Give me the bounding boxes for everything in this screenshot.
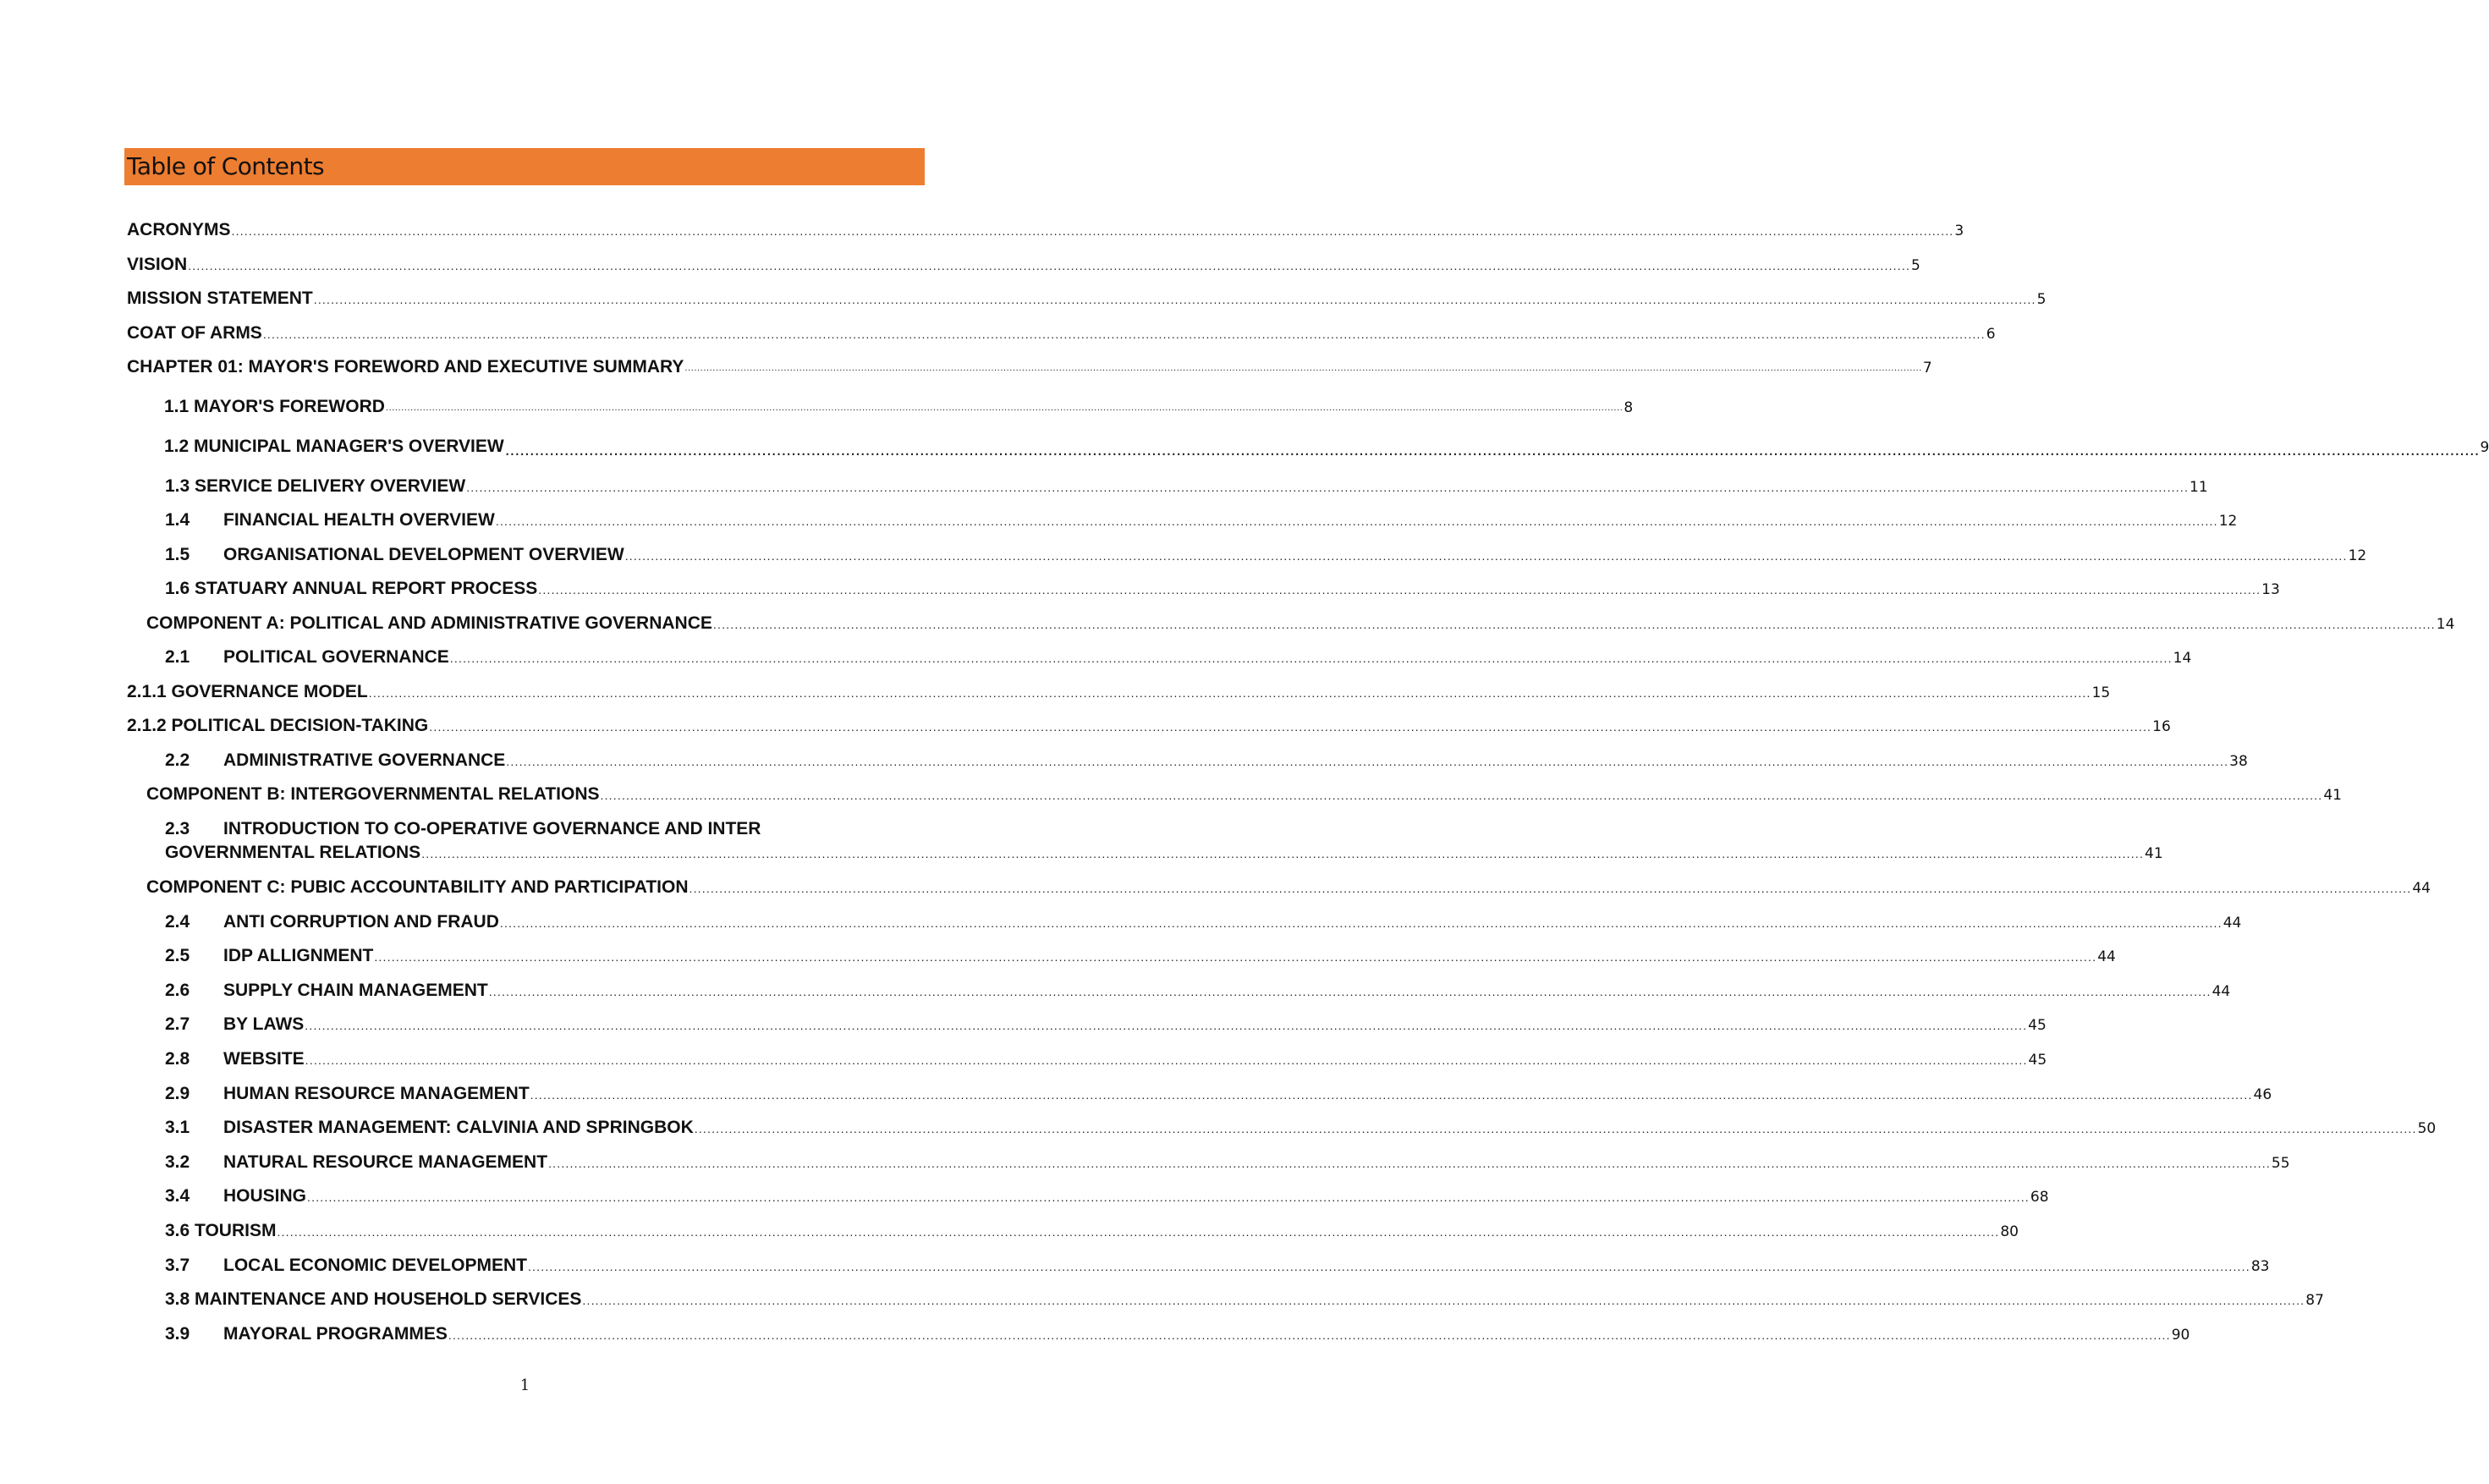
dot-leader: ................................................................................................................................................................................................................................................................................................................................................................................................................ [231,224,1954,238]
toc-entry-3-1[interactable]: 3.1 DISASTER MANAGEMENT: CALVINIA AND SPRINGBOK ................................................................................................................................................................................................................................................................................................................................................................................................................ 50 [165,1118,2437,1137]
page-number: 8 [1624,399,1634,416]
toc-entry-2-5[interactable]: 2.5 IDP ALLIGNMENT ................................................................................................................................................................................................................................................................................................................................................................................................................ 44 [165,946,2116,965]
toc-entry-component-b[interactable]: COMPONENT B: INTERGOVERNMENTAL RELATIONS ................................................................................................................................................................................................................................................................................................................................................................................................................ 41 [146,784,2342,804]
page-number: 7 [1922,360,1932,376]
toc-entry-mission-statement[interactable]: MISSION STATEMENT ................................................................................................................................................................................................................................................................................................................................................................................................................ 5 [127,289,2047,308]
dot-leader: ................................................................................................................................................................................................................................................................................................................................................................................................................ [600,789,2323,802]
dot-leader: ................................................................................................................................................................................................................................................................................................................................................................................................................ [548,1157,2271,1170]
toc-entry-1-4[interactable]: 1.4 FINANCIAL HEALTH OVERVIEW ................................................................................................................................................................................................................................................................................................................................................................................................................ 12 [165,510,2238,530]
page-number: 16 [2152,718,2171,735]
toc-entry-3-8[interactable]: 3.8 MAINTENANCE AND HOUSEHOLD SERVICES ................................................................................................................................................................................................................................................................................................................................................................................................................ 87 [165,1289,2324,1309]
page-number: 12 [2348,547,2367,564]
dot-leader: ................................................................................................................................................................................................................................................................................................................................................................................................................ [188,259,1911,272]
toc-entry-coat-of-arms[interactable]: COAT OF ARMS ................................................................................................................................................................................................................................................................................................................................................................................................................ 6 [127,323,1996,343]
dot-leader: ................................................................................................................................................................................................................................................................................................................................................................................................................ [449,651,2173,665]
dot-leader: ................................................................................................................................................................................................................................................................................................................................................................................................................ [689,882,2412,895]
page-number: 90 [2171,1327,2190,1344]
page-number: 80 [2000,1223,2019,1240]
page-number: 15 [2091,684,2111,701]
page-number: 83 [2250,1258,2270,1275]
dot-leader: ................................................................................................................................................................................................................................................................................................................................................................................................................ [527,1260,2250,1273]
toc-entry-component-a[interactable]: COMPONENT A: POLITICAL AND ADMINISTRATIVE GOVERNANCE ................................................................................................................................................................................................................................................................................................................................................................................................................ 14 [146,613,2455,633]
page-number: 6 [1986,326,1996,343]
page-number: 45 [2028,1052,2047,1069]
toc-entry-1-6[interactable]: 1.6 STATUARY ANNUAL REPORT PROCESS ................................................................................................................................................................................................................................................................................................................................................................................................................ 13 [165,579,2280,598]
page-number: 46 [2253,1086,2272,1103]
dot-leader: ................................................................................................................................................................................................................................................................................................................................................................................................................ [530,1088,2253,1102]
page-number: 11 [2190,479,2208,496]
toc-entry-2-3-line1[interactable]: 2.3 INTRODUCTION TO CO-OPERATIVE GOVERNANCE AND INTER [165,819,761,838]
toc-entry-1-5[interactable]: 1.5 ORGANISATIONAL DEVELOPMENT OVERVIEW ................................................................................................................................................................................................................................................................................................................................................................................................................ 12 [165,545,2367,564]
page-number: 9 [2480,439,2489,456]
dot-leader: ................................................................................................................................................................................................................................................................................................................................................................................................................ [277,1225,2000,1239]
dot-leader: ................................................................................................................................................................................................................................................................................................................................................................................................................ [495,514,2218,528]
page-footer-number: 1 [519,1377,530,1394]
dot-leader: ................................................................................................................................................................................................................................................................................................................................................................................................................ [305,1053,2028,1067]
page-number: 41 [2145,845,2163,862]
toc-entry-1-3[interactable]: 1.3 SERVICE DELIVERY OVERVIEW ................................................................................................................................................................................................................................................................................................................................................................................................................ 11 [165,476,2208,496]
toc-entry-component-c[interactable]: COMPONENT C: PUBIC ACCOUNTABILITY AND PARTICIPATION ................................................................................................................................................................................................................................................................................................................................................................................................................ 44 [146,877,2431,897]
page-number: 55 [2271,1155,2290,1172]
toc-entry-2-9[interactable]: 2.9 HUMAN RESOURCE MANAGEMENT ................................................................................................................................................................................................................................................................................................................................................................................................................ 46 [165,1084,2272,1103]
page-number: 50 [2417,1120,2437,1137]
dot-leader: ................................................................................................................................................................................................................................................................................................................................................................................................................ [538,583,2261,596]
page-number: 14 [2436,616,2455,633]
toc-entry-1-2[interactable]: 1.2 MUNICIPAL MANAGER'S OVERVIEW ................................................................................................................................................................................................................................................................................................................................................................................................................ 9 [164,437,2489,459]
dot-leader: ................................................................................................................................................................................................................................................................................................................................................................................................................ [582,1294,2305,1307]
dot-leader: ................................................................................................................................................................................................................................................................................................................................................................................................................ [694,1122,2417,1135]
toc-entry-3-4[interactable]: 3.4 HOUSING ................................................................................................................................................................................................................................................................................................................................................................................................................ 68 [165,1186,2049,1206]
page-number: 14 [2173,650,2192,667]
toc-entry-3-9[interactable]: 3.9 MAYORAL PROGRAMMES ................................................................................................................................................................................................................................................................................................................................................................................................................ 90 [165,1324,2190,1344]
toc-entry-vision[interactable]: VISION ................................................................................................................................................................................................................................................................................................................................................................................................................ 5 [127,255,1920,274]
dot-leader: ................................................................................................................................................................................................................................................................................................................................................................................................................ [307,1190,2030,1204]
page-number: 38 [2229,753,2248,770]
dot-leader: ................................................................................................................................................................................................................................................................................................................................................................................................................ [504,440,2480,459]
page-number: 87 [2305,1292,2324,1309]
dot-leader: ................................................................................................................................................................................................................................................................................................................................................................................................................ [313,293,2036,306]
page-number: 12 [2218,513,2238,530]
page-number: 13 [2261,581,2280,598]
toc-entry-acronyms[interactable]: ACRONYMS ................................................................................................................................................................................................................................................................................................................................................................................................................ 3 [127,220,1964,239]
dot-leader: ................................................................................................................................................................................................................................................................................................................................................................................................................ [262,327,1986,341]
dot-leader: ................................................................................................................................................................................................................................................................................................................................................................................................................ [385,403,1624,413]
dot-leader: ................................................................................................................................................................................................................................................................................................................................................................................................................ [684,363,1922,373]
dot-leader: ................................................................................................................................................................................................................................................................................................................................................................................................................ [374,950,2097,964]
page-number: 45 [2028,1017,2047,1034]
page-number: 44 [2412,880,2431,897]
dot-leader: ................................................................................................................................................................................................................................................................................................................................................................................................................ [624,549,2348,563]
dot-leader: ................................................................................................................................................................................................................................................................................................................................................................................................................ [506,755,2229,768]
toc-entry-1-1[interactable]: 1.1 MAYOR'S FOREWORD ................................................................................................................................................................................................................................................................................................................................................................................................................ 8 [164,397,1634,416]
dot-leader: ................................................................................................................................................................................................................................................................................................................................................................................................................ [712,618,2436,631]
toc-entry-3-2[interactable]: 3.2 NATURAL RESOURCE MANAGEMENT ................................................................................................................................................................................................................................................................................................................................................................................................................ 55 [165,1152,2290,1172]
page-number: 44 [2223,915,2242,932]
dot-leader: ................................................................................................................................................................................................................................................................................................................................................................................................................ [466,481,2190,494]
toc-entry-2-1[interactable]: 2.1 POLITICAL GOVERNANCE ................................................................................................................................................................................................................................................................................................................................................................................................................ 14 [165,647,2192,667]
dot-leader: ................................................................................................................................................................................................................................................................................................................................................................................................................ [499,916,2223,930]
toc-entry-2-4[interactable]: 2.4 ANTI CORRUPTION AND FRAUD ................................................................................................................................................................................................................................................................................................................................................................................................................ 44 [165,912,2242,932]
toc-entry-3-7[interactable]: 3.7 LOCAL ECONOMIC DEVELOPMENT ................................................................................................................................................................................................................................................................................................................................................................................................................ 83 [165,1256,2270,1275]
toc-entry-2-2[interactable]: 2.2 ADMINISTRATIVE GOVERNANCE ................................................................................................................................................................................................................................................................................................................................................................................................................ 38 [165,750,2248,770]
dot-leader: ................................................................................................................................................................................................................................................................................................................................................................................................................ [421,847,2145,860]
toc-entry-3-6[interactable]: 3.6 TOURISM ................................................................................................................................................................................................................................................................................................................................................................................................................ 80 [165,1221,2019,1240]
dot-leader: ................................................................................................................................................................................................................................................................................................................................................................................................................ [448,1328,2171,1342]
dot-leader: ................................................................................................................................................................................................................................................................................................................................................................................................................ [368,686,2091,700]
toc-entry-2-3[interactable]: GOVERNMENTAL RELATIONS ................................................................................................................................................................................................................................................................................................................................................................................................................ 41 [165,843,2163,862]
dot-leader: ................................................................................................................................................................................................................................................................................................................................................................................................................ [429,720,2152,734]
toc-entry-2-1-2[interactable]: 2.1.2 POLITICAL DECISION-TAKING ................................................................................................................................................................................................................................................................................................................................................................................................................ 16 [127,716,2171,735]
page-number: 44 [2097,948,2116,965]
toc-entry-2-1-1[interactable]: 2.1.1 GOVERNANCE MODEL ................................................................................................................................................................................................................................................................................................................................................................................................................ 15 [127,682,2111,701]
page-number: 41 [2323,787,2342,804]
toc-heading: Table of Contents [124,148,925,185]
page-number: 3 [1954,223,1964,239]
page-number: 44 [2212,983,2231,1000]
toc-entry-2-8[interactable]: 2.8 WEBSITE ................................................................................................................................................................................................................................................................................................................................................................................................................ 45 [165,1049,2047,1069]
toc-entry-2-7[interactable]: 2.7 BY LAWS ................................................................................................................................................................................................................................................................................................................................................................................................................ 45 [165,1014,2047,1034]
page-number: 5 [2036,291,2047,308]
dot-leader: ................................................................................................................................................................................................................................................................................................................................................................................................................ [305,1019,2028,1032]
dot-leader: ................................................................................................................................................................................................................................................................................................................................................................................................................ [488,985,2212,998]
page-number: 5 [1911,257,1920,274]
toc-entry-chapter-01[interactable]: CHAPTER 01: MAYOR'S FOREWORD AND EXECUTIVE SUMMARY ................................................................................................................................................................................................................................................................................................................................................................................................................ 7 [127,357,1932,376]
toc-entry-2-6[interactable]: 2.6 SUPPLY CHAIN MANAGEMENT ................................................................................................................................................................................................................................................................................................................................................................................................................ 44 [165,981,2231,1000]
page-number: 68 [2030,1189,2049,1206]
